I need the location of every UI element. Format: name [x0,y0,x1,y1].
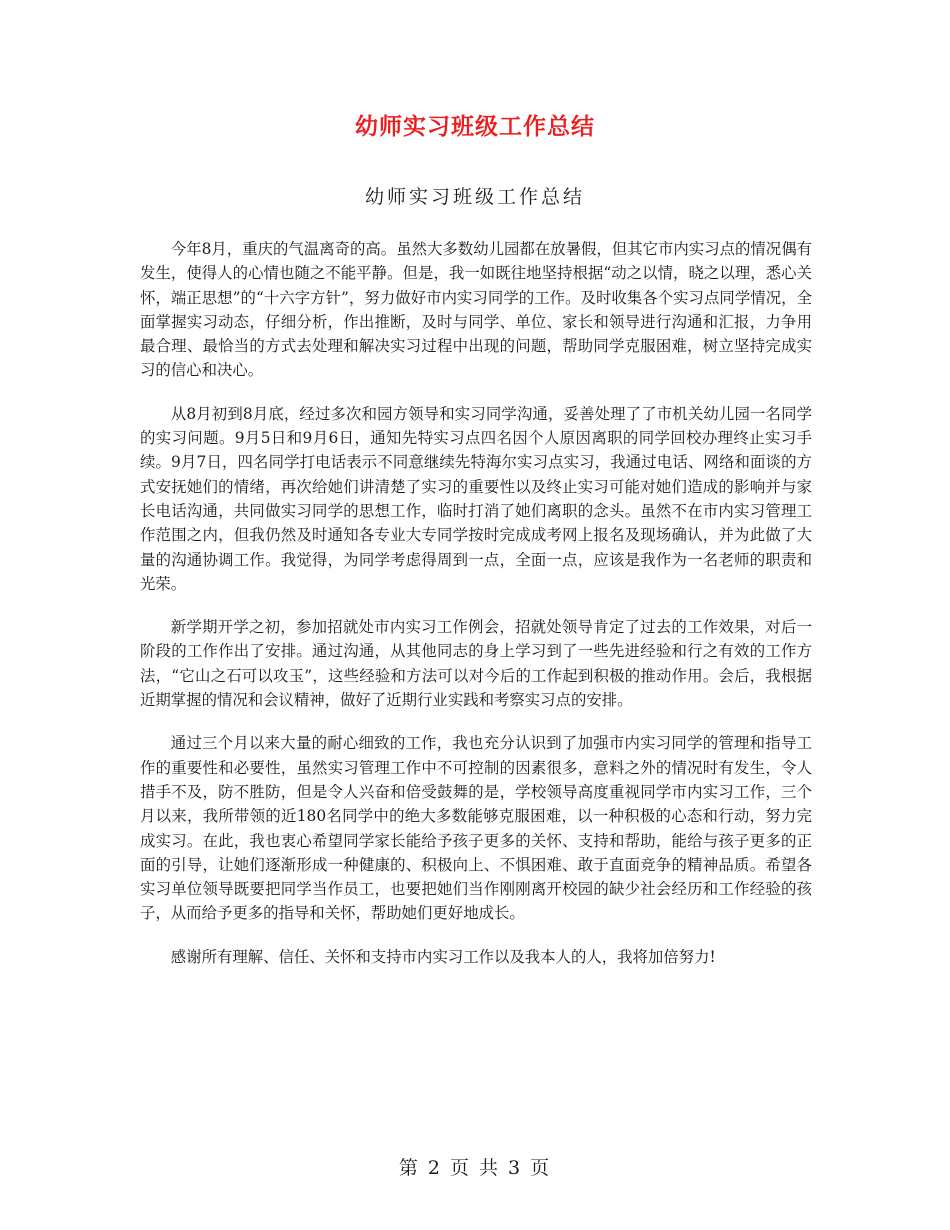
paragraph: 感谢所有理解、信任、关怀和支持市内实习工作以及我本人的人，我将加倍努力! [170,947,716,966]
paragraph: 从8月初到8月底，经过多次和园方领导和实习同学沟通，妥善处理了了市机关幼儿园一名同学的实习问题。9月5日和9月6日，通知先特实习点四名因个人原因离职的同学回校办理终止实习手续。9月7日，四名同学打电话表示不同意继续先特海尔实习点实习，我通过电话、网络和面谈的方式安抚她们的情绪，再次给她们讲清楚了实习的重要性以及终止实习可能对她们造成的影响并与家长电话沟通，共同做实习同学的思想工作，临时打消了她们离职的念头。虽然不在市内实习管理工作范围之内，但我仍然及时通知各专业大专同学按时完成成考网上报名及现场确认，并为此做了大量的沟通协调工作。我觉得，为同学考虑得周到一点，全面一点，应该是我作为一名老师的职责和光荣。 [140,404,812,593]
document-body [140,237,812,988]
page-number-footer: 第 2 页 共 3 页 [398,1157,552,1179]
paragraph: 通过三个月以来大量的耐心细致的工作，我也充分认识到了加强市内实习同学的管理和指导工作的重要性和必要性，虽然实习管理工作中不可控制的因素很多，意料之外的情况时有发生，令人措手不及，防不胜防，但是令人兴奋和倍受鼓舞的是，学校领导高度重视同学市内实习工作，三个月以来，我所带领的近180名同学中的绝大多数能够克服困难，以一种积极的心态和行动，努力完成实习。在此，我也衷心希望同学家长能给予孩子更多的关怀、支持和帮助，能给与孩子更多的正面的引导，让她们逐渐形成一种健康的、积极向上、不惧困难、敢于直面竞争的精神品质。希望各实习单位领导既要把同学当作员工，也要把她们当作刚刚离开校园的缺少社会经历和工作经验的孩子，从而给予更多的指导和关怀，帮助她们更好地成长。 [140,734,812,923]
document-subtitle: 幼师实习班级工作总结 [364,186,585,208]
document-title: 幼师实习班级工作总结 [355,114,595,140]
paragraph: 今年8月，重庆的气温离奇的高。虽然大多数幼儿园都在放暑假，但其它市内实习点的情况偶有发生，使得人的心情也随之不能平静。但是，我一如既往地坚持根据“动之以情，晓之以理，悉心关怀，端正思想”的“十六字方针”，努力做好市内实习同学的工作。及时收集各个实习点同学情况，全面掌握实习动态，仔细分析，作出推断，及时与同学、单位、家长和领导进行沟通和汇报，力争用最合理、最恰当的方式去处理和解决实习过程中出现的问题，帮助同学克服困难，树立坚持完成实习的信心和决心。 [140,240,812,380]
paragraph: 新学期开学之初，参加招就处市内实习工作例会，招就处领导肯定了过去的工作效果，对后一阶段的工作作出了安排。通过沟通，从其他同志的身上学习到了一些先进经验和行之有效的工作方法，“它山之石可以攻玉”，这些经验和方法可以对今后的工作起到积极的推动作用。会后，我根据近期掌握的情况和会议精神，做好了近期行业实践和考察实习点的安排。 [140,618,812,710]
